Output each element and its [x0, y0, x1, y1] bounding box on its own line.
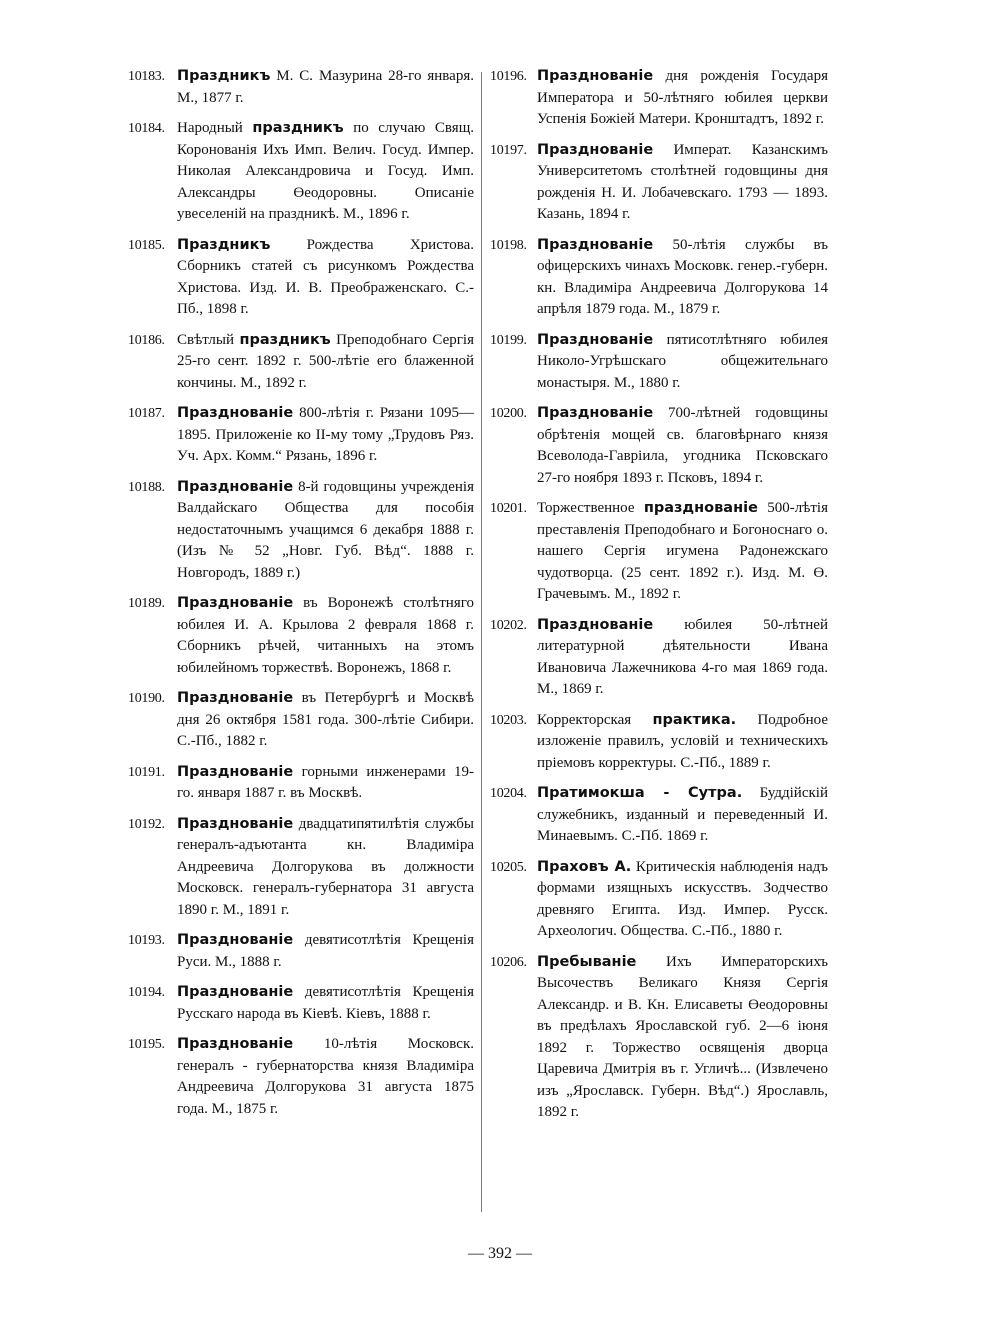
catalog-entry: [128, 688, 474, 753]
catalog-entry: [490, 330, 828, 395]
entry-text: Критическія наблюденія надъ формами изящныхъ искусствъ. Зодчество древняго Египта. Изд. Импер. Русск. Археологич. Общества. С.-Пб., 1880 г.: [537, 858, 828, 939]
catalog-entry: [490, 235, 828, 321]
column-divider: [481, 72, 482, 1212]
catalog-entry: [490, 952, 828, 1124]
entry-number: 10185.: [128, 237, 165, 253]
catalog-entry: [490, 403, 828, 489]
entry-number: 10202.: [490, 617, 527, 633]
entry-text: Подробное изложеніе правилъ, условій и техническихъ пріемовъ корректуры. С.-Пб., 1889 г.: [537, 711, 828, 771]
catalog-entry: [128, 593, 474, 679]
entry-text: девятисотлѣтія Крещенія Руси. М., 1888 г.: [177, 932, 474, 970]
entry-text-before: Торжественное: [537, 500, 644, 516]
entry-text-before: Корректорская: [537, 711, 653, 728]
entry-text: 10-лѣтія Московск. генералъ - губернаторства князя Владиміра Андреевича Долгорукова 31 августа 1875 года. М., 1875 г.: [177, 1036, 474, 1117]
entry-number: 10194.: [128, 985, 165, 1000]
entry-text: Рождества Христова. Сборникъ статей съ рисункомъ Рождества Христова. Изд. И. В. Преображенскаго. С.-Пб., 1898 г.: [177, 236, 474, 317]
entry-number: 10193.: [128, 933, 165, 948]
entry-number: 10199.: [490, 332, 527, 348]
entry-keyword: Пратимокша - Сутра.: [537, 785, 743, 801]
entry-text: дня рожденія Государя Императора и 50-лѣтняго юбилея церкви Успенія Божіей Матери. Кронштадтъ, 1892 г.: [537, 68, 828, 127]
entry-keyword: Праховъ А.: [537, 858, 632, 875]
entry-keyword: Празднованіе: [177, 405, 294, 421]
entry-number: 10192.: [128, 816, 165, 832]
entry-keyword: Празднованіе: [177, 595, 294, 611]
entry-text: Императ. Казанскимъ Университетомъ столѣтней годовщины дня рожденія Н. И. Лобачевскаго. 1793 — 1893. Казань, 1894 г.: [537, 141, 828, 222]
entry-text: 8-й годовщины учрежденія Валдайскаго Общества для пособія недостаточнымъ учащимся 6 декабря 1888 г. (Изъ № 52 „Новг. Губ. Вѣд“. 1888 г. Новгородъ, 1889 г.): [177, 478, 474, 581]
catalog-entry: [128, 118, 474, 226]
catalog-entry: [490, 498, 828, 606]
entry-keyword: Празднованіе: [177, 932, 294, 948]
entry-keyword: Празднованіе: [537, 141, 654, 158]
entry-number: 10191.: [128, 764, 165, 780]
entry-text: Буддійскій служебникъ, изданный и переведенный И. Минаевымъ. С.-Пб. 1869 г.: [537, 785, 828, 844]
entry-text: юбилея 50-лѣтней литературной дѣятельности Ивана Ивановича Лажечникова 4-го мая 1869 года. М., 1869 г.: [537, 616, 828, 697]
entry-number: 10197.: [490, 142, 527, 158]
entry-keyword: Празднованіе: [537, 616, 654, 633]
left-column: [128, 66, 474, 1129]
page-number: — 392 —: [468, 1245, 532, 1262]
catalog-entry: [128, 1034, 474, 1120]
entry-keyword: Празднованіе: [177, 690, 294, 706]
entry-keyword: Празднованіе: [537, 405, 654, 421]
catalog-entry: [128, 235, 474, 321]
entry-number: 10188.: [128, 479, 165, 495]
entry-text-before: Народный: [177, 120, 253, 136]
entry-number: 10183.: [128, 69, 165, 84]
entry-number: 10201.: [490, 501, 527, 516]
entry-keyword: Празднованіе: [177, 763, 294, 780]
entry-number: 10198.: [490, 237, 527, 253]
entry-keyword: практика.: [652, 711, 737, 728]
entry-text: 50-лѣтія службы въ офицерскихъ чинахъ Московк. генер.-губерн. кн. Владиміра Андреевича Долгорукова 14 апрѣля 1879 года. М., 1879 г.: [537, 236, 828, 317]
entry-text: Ихъ Императорскихъ Высочествъ Великаго Князя Сергія Александр. и В. Кн. Елисаветы Өеодоровны въ предѣлахъ Ярославской губ. 2—6 іюня 1892 г. Торжество освященія дворца Царевича Дмитрія въ г. Угличѣ... (Извлечено изъ „Ярославск. Губерн. Вѣд“.) Ярославль, 1892 г.: [537, 953, 828, 1120]
catalog-entry: [490, 615, 828, 701]
entry-text: девятисотлѣтія Крещенія Русскаго народа въ Кіевѣ. Кіевъ, 1888 г.: [177, 984, 474, 1022]
entry-text: пятисотлѣтняго юбилея Николо-Угрѣшскаго общежительнаго монастыря. М., 1880 г.: [537, 331, 828, 391]
entry-keyword: Празднованіе: [537, 331, 654, 348]
entry-number: 10205.: [490, 859, 527, 875]
right-column: [490, 66, 828, 1133]
entry-keyword: Празднованіе: [177, 984, 294, 1000]
entry-text: 500-лѣтія преставленія Преподобнаго и Богоноснаго о. нашего Сергія игумена Радонежскаго чудотворца. (25 сент. 1892 г.). Изд. М. Ө. Грачевымъ. М., 1892 г.: [537, 500, 828, 602]
entry-keyword: праздникъ: [252, 120, 344, 136]
entry-keyword: Празднованіе: [537, 68, 654, 84]
catalog-entry: [128, 330, 474, 395]
entry-keyword: празднованіе: [643, 500, 758, 516]
entry-number: 10200.: [490, 406, 527, 421]
entry-keyword: Пребываніе: [537, 953, 637, 970]
catalog-entry: [128, 814, 474, 922]
catalog-entry: [490, 66, 828, 131]
catalog-entry: [490, 783, 828, 848]
entry-keyword: Празднованіе: [537, 236, 654, 253]
catalog-entry: [128, 930, 474, 973]
catalog-entry: [128, 762, 474, 805]
entry-text: 800-лѣтія г. Рязани 1095—1895. Приложеніе ко II-му тому „Трудовъ Ряз. Уч. Арх. Комм.“ Рязань, 1896 г.: [177, 405, 474, 464]
entry-keyword: Празднованіе: [177, 1036, 294, 1052]
entry-number: 10206.: [490, 954, 527, 970]
entry-text: М. С. Мазурина 28-го января. М., 1877 г.: [177, 68, 474, 106]
catalog-entry: [128, 982, 474, 1025]
entry-keyword: праздникъ: [239, 331, 331, 348]
entry-text: двадцатипятилѣтія службы генералъ-адъютанта кн. Владиміра Андреевича Долгорукова въ должности Московск. генералъ-губернатора 31 августа 1890 г. М., 1891 г.: [177, 815, 474, 918]
entry-text: горными инженерами 19-го. января 1887 г. въ Москвѣ.: [177, 763, 474, 801]
entry-number: 10204.: [490, 786, 527, 801]
entry-text: въ Петербургѣ и Москвѣ дня 26 октября 1581 года. 300-лѣтіе Сибири. С.-Пб., 1882 г.: [177, 690, 474, 749]
entry-number: 10187.: [128, 406, 165, 421]
catalog-entry: [128, 66, 474, 109]
catalog-entry: [128, 477, 474, 585]
entry-number: 10186.: [128, 332, 165, 348]
entry-text: по случаю Свящ. Коронованія Ихъ Имп. Велич. Госуд. Импер. Николая Александровича и Госуд. Имп. Александры Өеодоровны. Описаніе увеселеній на праздникѣ. М., 1896 г.: [177, 120, 474, 222]
entry-number: 10184.: [128, 121, 165, 136]
entry-text-before: Свѣтлый: [177, 331, 240, 348]
catalog-entry: [490, 140, 828, 226]
entry-keyword: Праздникъ: [177, 68, 271, 84]
catalog-entry: [128, 403, 474, 468]
entry-text: въ Воронежѣ столѣтняго юбилея И. А. Крылова 2 февраля 1868 г. Сборникъ рѣчей, читанныхъ на этомъ юбилейномъ торжествѣ. Воронежъ, 1868 г.: [177, 595, 474, 676]
entry-number: 10195.: [128, 1037, 165, 1052]
catalog-entry: [490, 710, 828, 775]
entry-keyword: Празднованіе: [177, 478, 294, 495]
entry-keyword: Празднованіе: [177, 815, 294, 832]
entry-number: 10189.: [128, 596, 165, 611]
entry-text: Преподобнаго Сергія 25-го сент. 1892 г. 500-лѣтіе его блаженной кончины. М., 1892 г.: [177, 331, 474, 391]
entry-number: 10196.: [490, 69, 527, 84]
entry-number: 10203.: [490, 712, 527, 728]
entry-number: 10190.: [128, 691, 165, 706]
catalog-entry: [490, 857, 828, 943]
entry-keyword: Праздникъ: [177, 236, 271, 253]
entry-text: 700-лѣтней годовщины обрѣтенія мощей св. благовѣрнаго князя Всеволода-Гавріила, угодника Псковскаго 27-го ноября 1893 г. Псковъ, 1894 г.: [537, 405, 828, 486]
